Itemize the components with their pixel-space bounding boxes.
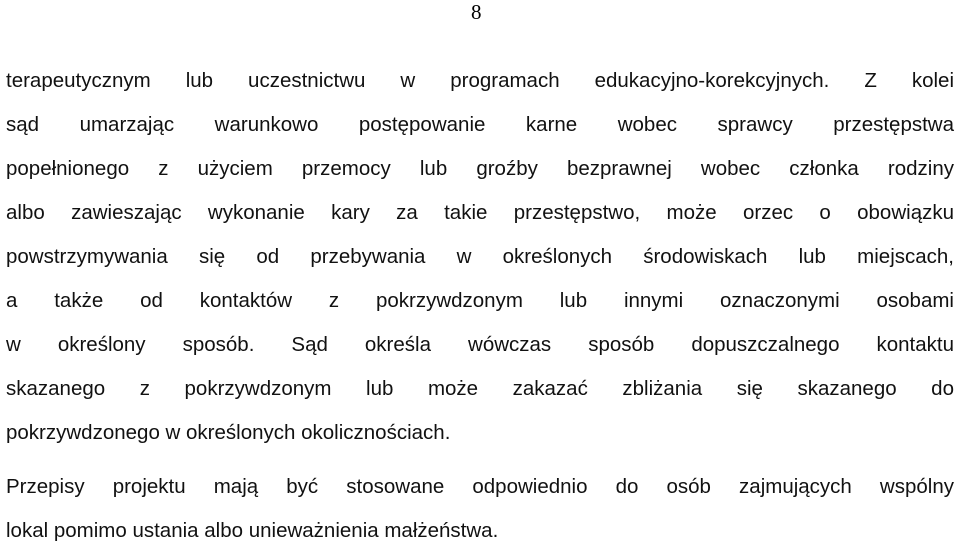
text-line: albo zawieszając wykonanie kary za takie przestępstwo, może orzec o obowiązku (6, 201, 954, 224)
paragraph-1 (6, 59, 954, 455)
text-line: sąd umarzając warunkowo postępowanie karne wobec sprawcy przestępstwa (6, 113, 954, 136)
text-line: powstrzymywania się od przebywania w określonych środowiskach lub miejscach, (6, 245, 954, 268)
text-line: skazanego z pokrzywdzonym lub może zakazać zbliżania się skazanego do (6, 377, 954, 400)
text-line: pokrzywdzonego w określonych okolicznościach. (6, 421, 451, 444)
text-line: popełnionego z użyciem przemocy lub groźby bezprawnej wobec członka rodziny (6, 157, 954, 180)
text-line: terapeutycznym lub uczestnictwu w programach edukacyjno-korekcyjnych. Z kolei (6, 69, 954, 92)
text-line: lokal pomimo ustania albo unieważnienia małżeństwa. (6, 519, 499, 542)
text-line: Przepisy projektu mają być stosowane odpowiednio do osób zajmujących wspólny (6, 475, 954, 498)
page-number: 8 (471, 0, 482, 24)
text-line: a także od kontaktów z pokrzywdzonym lub innymi oznaczonymi osobami (6, 289, 954, 312)
text-line: w określony sposób. Sąd określa wówczas sposób dopuszczalnego kontaktu (6, 333, 954, 356)
paragraph-2 (6, 465, 954, 553)
